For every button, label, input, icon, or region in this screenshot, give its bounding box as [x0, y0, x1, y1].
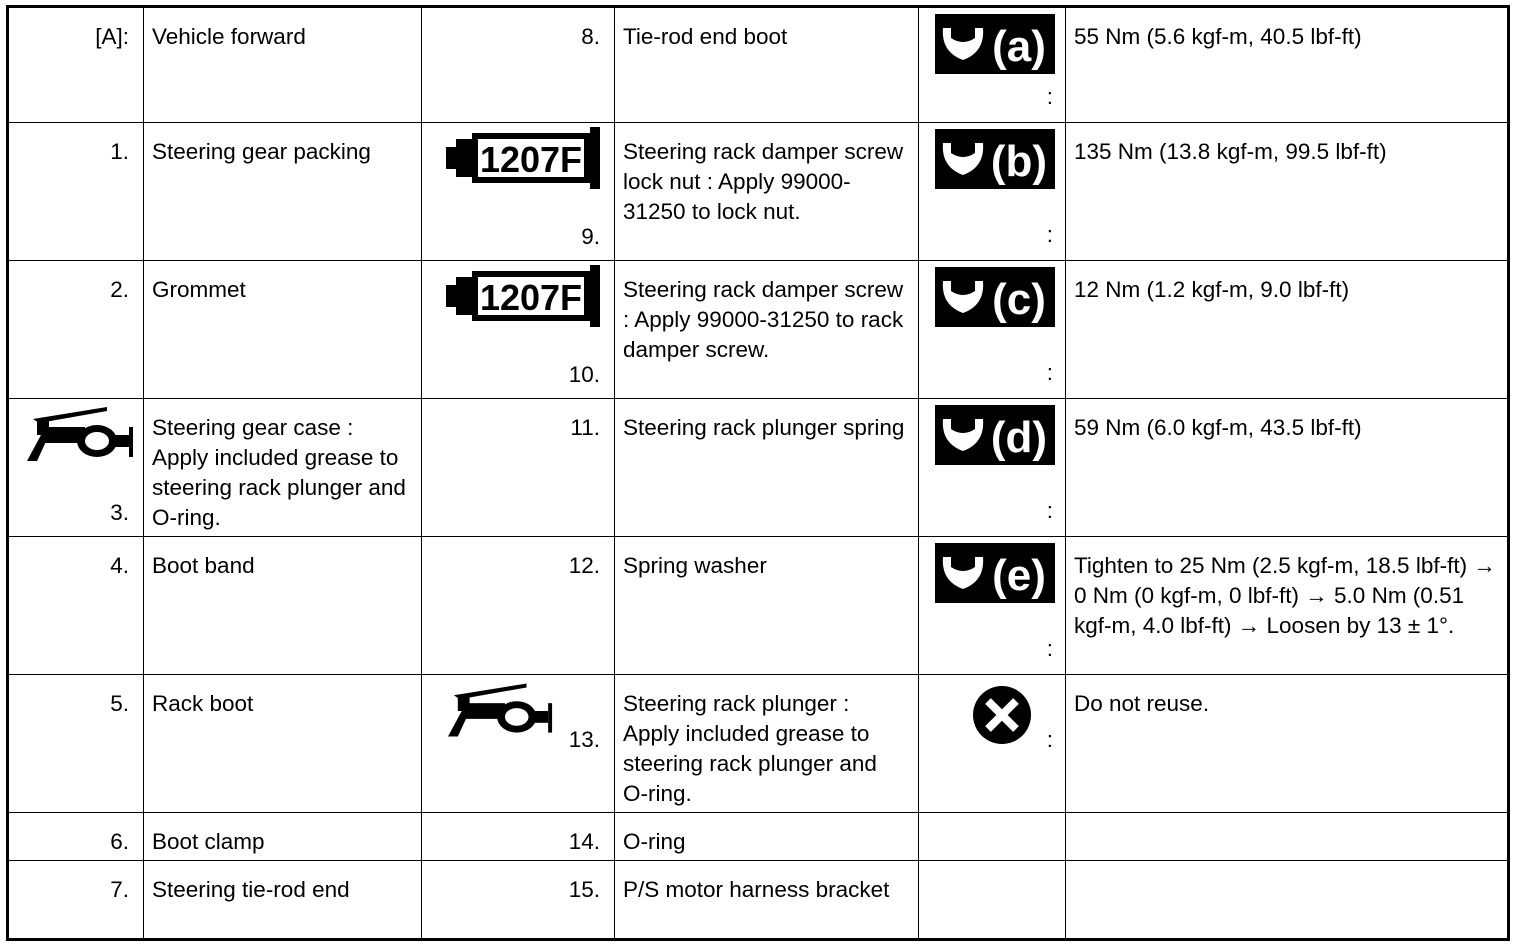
item-number-text: 5. [110, 691, 129, 716]
torque-value: 135 Nm (13.8 kgf-m, 99.5 lbf-ft) [1066, 123, 1509, 261]
item-number-text: 7. [110, 877, 129, 902]
svg-text:1207F: 1207F [479, 139, 583, 180]
colon: : [1046, 498, 1053, 523]
empty-cell [1066, 813, 1509, 861]
torque-value: 12 Nm (1.2 kgf-m, 9.0 lbf-ft) [1066, 261, 1509, 399]
torque-wrench-icon [935, 543, 1055, 603]
item-number [8, 399, 144, 537]
item-number-text: 11. [570, 415, 600, 440]
torque-symbol-cell [919, 537, 1066, 675]
colon: : [1046, 222, 1053, 247]
item-description: Steering gear packing [144, 123, 422, 261]
item-number-text: 1. [110, 139, 129, 164]
no-reuse-symbol-cell [919, 675, 1066, 813]
torque-value: Tighten to 25 Nm (2.5 kgf-m, 18.5 lbf-ft) → 0 Nm (0 kgf-m, 0 lbf-ft) → 5.0 Nm (0.51 kgf-m, 4.0 lbf-ft) → Loosen by 13 ± 1°. [1066, 537, 1509, 675]
item-number-text: 6. [110, 829, 129, 854]
torque-wrench-icon [935, 14, 1055, 74]
torque-value: 59 Nm (6.0 kgf-m, 43.5 lbf-ft) [1066, 399, 1509, 537]
item-description: Steering gear case : Apply included grease to steering rack plunger and O-ring. [144, 399, 422, 537]
item-description: Grommet [144, 261, 422, 399]
torque-wrench-icon [935, 405, 1055, 465]
item-number [8, 861, 144, 940]
item-number [8, 261, 144, 399]
svg-text:(e): (e) [992, 551, 1046, 600]
item-description: Tie-rod end boot [615, 7, 919, 123]
item-description: Rack boot [144, 675, 422, 813]
item-description: Steering rack damper screw : Apply 99000-31250 to rack damper screw. [615, 261, 919, 399]
item-number [422, 861, 615, 940]
torque-symbol-cell [919, 261, 1066, 399]
item-description: Steering tie-rod end [144, 861, 422, 940]
item-number [422, 813, 615, 861]
item-number [422, 399, 615, 537]
thread-lock-cement-icon [446, 127, 606, 193]
item-description: Boot band [144, 537, 422, 675]
legend-row [8, 675, 1509, 813]
do-not-reuse-icon [972, 685, 1032, 745]
empty-cell [919, 861, 1066, 940]
colon: : [1046, 636, 1053, 661]
item-number [8, 675, 144, 813]
legend-row [8, 261, 1509, 399]
legend-row [8, 537, 1509, 675]
item-description: Vehicle forward [144, 7, 422, 123]
torque-wrench-icon [935, 267, 1055, 327]
torque-symbol-cell [919, 123, 1066, 261]
svg-text:1207F: 1207F [479, 277, 583, 318]
legend-row [8, 7, 1509, 123]
item-number [8, 537, 144, 675]
legend-row [8, 861, 1509, 940]
colon: : [1046, 84, 1053, 109]
item-number-text: 14. [568, 829, 600, 854]
item-number [8, 123, 144, 261]
item-number-text: 4. [110, 553, 129, 578]
legend-row [8, 399, 1509, 537]
item-number [422, 7, 615, 123]
item-description: Steering rack plunger spring [615, 399, 919, 537]
item-number [422, 123, 615, 261]
grease-gun-icon [27, 405, 137, 467]
torque-symbol-cell [919, 7, 1066, 123]
item-number-text: [A]: [95, 24, 129, 49]
item-number-text: 10. [568, 362, 600, 387]
item-description: Steering rack damper screw lock nut : Apply 99000-31250 to lock nut. [615, 123, 919, 261]
grease-gun-icon [448, 681, 556, 743]
item-number-text: 9. [581, 224, 600, 249]
item-number-text: 13. [568, 727, 600, 752]
item-number-text: 8. [581, 24, 600, 49]
torque-wrench-icon [935, 129, 1055, 189]
legend-row [8, 123, 1509, 261]
item-number [422, 675, 615, 813]
empty-cell [1066, 861, 1509, 940]
svg-text:(d): (d) [990, 413, 1048, 462]
empty-cell [919, 813, 1066, 861]
svg-text:(a): (a) [992, 22, 1046, 71]
item-description: Steering rack plunger : Apply included grease to steering rack plunger and O-ring. [615, 675, 919, 813]
colon: : [1046, 360, 1053, 385]
torque-symbol-cell [919, 399, 1066, 537]
svg-text:(c): (c) [992, 275, 1046, 324]
item-description: P/S motor harness bracket [615, 861, 919, 940]
item-number-text: 3. [110, 500, 129, 525]
item-description: Spring washer [615, 537, 919, 675]
item-number-text: 12. [568, 553, 600, 578]
item-number [8, 813, 144, 861]
torque-value: 55 Nm (5.6 kgf-m, 40.5 lbf-ft) [1066, 7, 1509, 123]
legend-row [8, 813, 1509, 861]
item-number [8, 7, 144, 123]
parts-legend-table [6, 5, 1510, 941]
colon: : [1046, 727, 1053, 752]
item-description: O-ring [615, 813, 919, 861]
svg-text:(b): (b) [990, 137, 1048, 186]
item-number-text: 2. [110, 277, 129, 302]
thread-lock-cement-icon [446, 265, 606, 331]
item-description: Boot clamp [144, 813, 422, 861]
item-number [422, 537, 615, 675]
item-number [422, 261, 615, 399]
item-number-text: 15. [568, 877, 600, 902]
note-value: Do not reuse. [1066, 675, 1509, 813]
